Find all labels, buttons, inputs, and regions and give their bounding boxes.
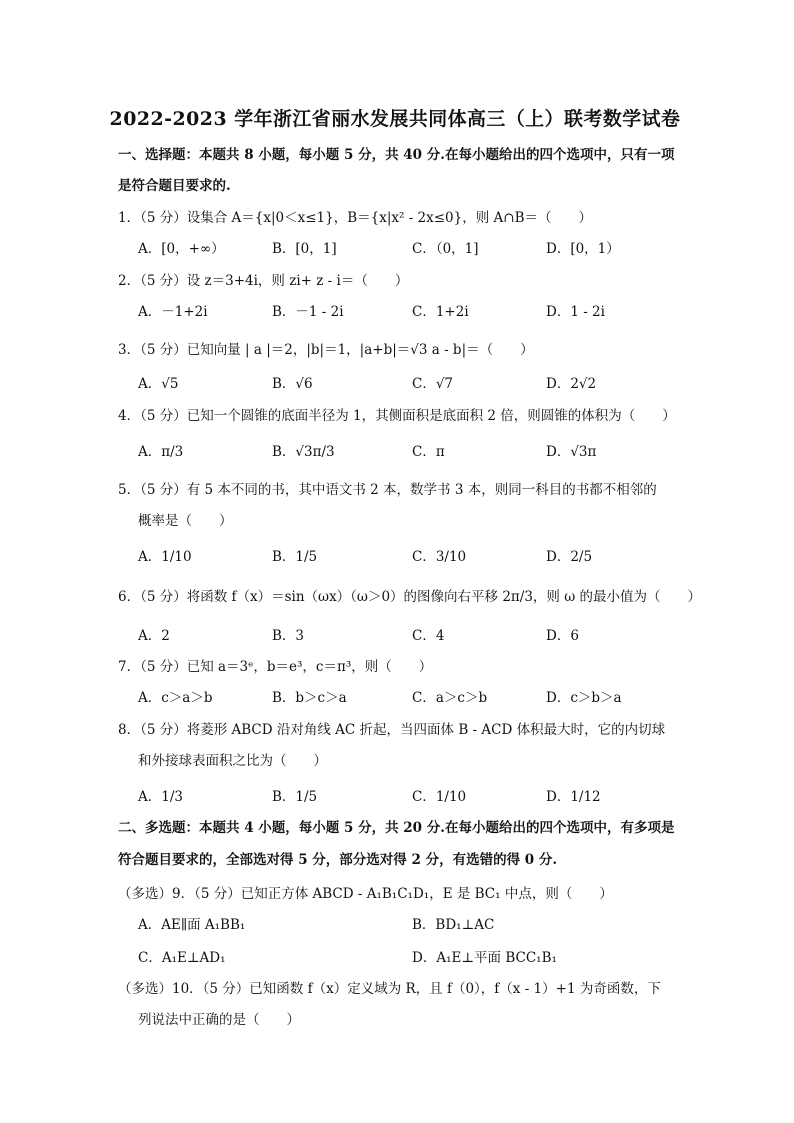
q3-stem: 3．（5 分）已知向量 | a |＝2，|b|＝1，|a+b|＝√3 a - b|＝（ ） [118,342,534,358]
q3-option-c: C．√7 [412,376,454,392]
q8-option-a: A．1/3 [138,789,183,805]
q1-option-b: B．[0，1] [272,241,337,257]
q1-stem: 1．（5 分）设集合 A＝{x|0＜x≤1}，B＝{x|x² - 2x≤0}，则 A∩B＝（ ） [118,210,593,226]
q10-stem-line2: 列说法中正确的是（ ） [138,1012,300,1028]
q8-option-d: D．1/12 [546,789,601,805]
q8-option-c: C．1/10 [412,789,467,805]
q1-option-c: C．（0，1] [412,241,479,257]
q9-option-c: C．A₁E⊥AD₁ [138,950,226,966]
q10-stem-line1: （多选）10．（5 分）已知函数 f（x）定义域为 R，且 f（0），f（x - 1）+1 为奇函数，下 [118,981,661,997]
q6-stem: 6．（5 分）将函数 f（x）＝sin（ωx）（ω＞0）的图像向右平移 2π/3，则 ω 的最小值为（ ） [118,589,702,605]
q3-option-d: D．2√2 [546,376,597,392]
q4-stem: 4．（5 分）已知一个圆锥的底面半径为 1，其侧面积是底面积 2 倍，则圆锥的体积为（ ） [118,408,676,424]
q6-option-a: A．2 [138,628,170,644]
q2-option-b: B．－1 - 2i [272,304,344,320]
q2-option-a: A．－1+2i [138,304,208,320]
q9-option-a: A．AE∥面 A₁BB₁ [138,917,246,933]
q4-option-b: B．√3π/3 [272,444,335,460]
q7-option-b: B．b＞c＞a [272,690,347,706]
section1-line2: 是符合题目要求的. [118,178,231,194]
q7-option-d: D．c＞b＞a [546,690,622,706]
q2-option-c: C．1+2i [412,304,469,320]
q6-option-b: B．3 [272,628,305,644]
q5-option-c: C．3/10 [412,549,467,565]
q9-stem: （多选）9．（5 分）已知正方体 ABCD - A₁B₁C₁D₁，E 是 BC₁ 中点，则（ ） [118,886,613,902]
q8-option-b: B．1/5 [272,789,318,805]
q3-option-a: A．√5 [138,376,179,392]
q5-option-b: B．1/5 [272,549,318,565]
q1-option-d: D．[0，1） [546,241,620,257]
section2-line1: 二、多选题：本题共 4 小题，每小题 5 分，共 20 分.在每小题给出的四个选项中，有多项是 [118,820,675,836]
q1-option-a: A．[0，+∞） [138,241,225,257]
q8-stem-line1: 8．（5 分）将菱形 ABCD 沿对角线 AC 折起，当四面体 B - ACD 体积最大时，它的内切球 [118,722,666,738]
q5-options [138,545,698,575]
q1-options [138,237,698,267]
q9-options-row2 [138,946,698,976]
q6-option-c: C．4 [412,628,445,644]
q4-option-c: C．π [412,444,445,460]
q6-options [138,624,698,654]
q7-options [138,686,698,716]
q9-option-b: B．BD₁⊥AC [412,917,495,933]
q2-option-d: D．1 - 2i [546,304,605,320]
q7-option-a: A．c＞a＞b [138,690,213,706]
q9-option-d: D．A₁E⊥平面 BCC₁B₁ [412,950,557,966]
section2-line2: 符合题目要求的，全部选对得 5 分，部分选对得 2 分，有选错的得 0 分. [118,852,558,868]
q5-stem-line2: 概率是（ ） [138,513,233,529]
q3-option-b: B．√6 [272,376,313,392]
q5-option-a: A．1/10 [138,549,192,565]
section1-line1: 一、选择题：本题共 8 小题，每小题 5 分，共 40 分.在每小题给出的四个选项中，只有一项 [118,147,675,163]
q2-options [138,300,698,330]
q3-options [138,372,698,402]
q8-stem-line2: 和外接球表面积之比为（ ） [138,753,327,769]
q4-option-d: D．√3π [546,444,597,460]
q7-option-c: C．a＞c＞b [412,690,488,706]
q2-stem: 2．（5 分）设 z＝3+4i，则 zi+ z - i＝（ ） [118,273,409,289]
q8-options [138,785,698,815]
page-title: 2022-2023 学年浙江省丽水发展共同体高三（上）联考数学试卷 [109,108,681,130]
q5-option-d: D．2/5 [546,549,593,565]
q7-stem: 7．（5 分）已知 a＝3ᵉ，b＝e³，c＝π³，则（ ） [118,659,433,675]
q4-options [138,440,698,470]
q6-option-d: D．6 [546,628,579,644]
q5-stem-line1: 5．（5 分）有 5 本不同的书，其中语文书 2 本，数学书 3 本，则同一科目的书都不相邻的 [118,482,657,498]
q4-option-a: A．π/3 [138,444,184,460]
q9-options-row1 [138,913,698,943]
